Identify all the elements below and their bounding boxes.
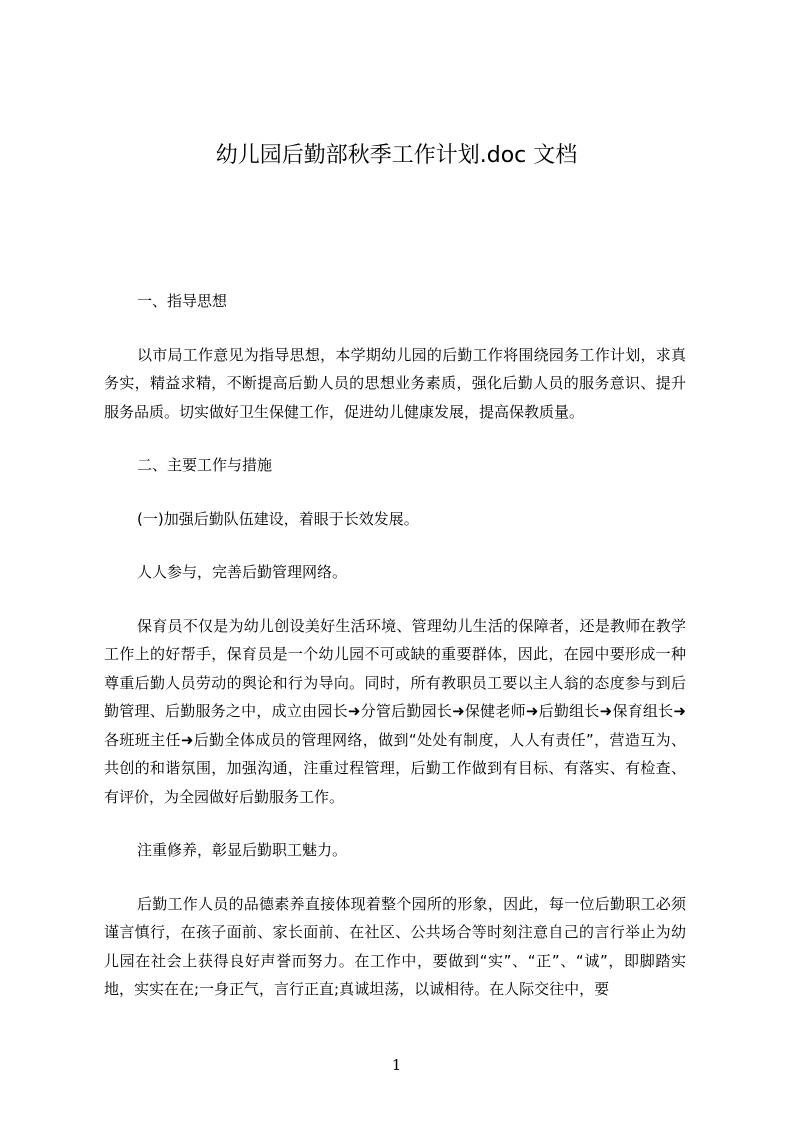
document-title: 幼儿园后勤部秋季工作计划.doc 文档 xyxy=(215,143,578,168)
paragraph-staff-cultivation: 后勤工作人员的品德素养直接体现着整个园所的形象，因此，每一位后勤职工必须谨言慎行，在孩子面前、家长面前、在社区、公共场合等时刻注意自己的言行举止为幼儿园在社会上获得良好声誉而努力。在工作中，要做到“实”、“正”、“诚”，即脚踏实地，实实在在;一身正气，言行正直;真诚坦荡，以诚相待。在人际交往中，要 xyxy=(104,894,686,998)
subheading-team-building: (一)加强后勤队伍建设，着眼于长效发展。 xyxy=(137,509,419,528)
paragraph-management-network: 保育员不仅是为幼儿创设美好生活环境、管理幼儿生活的保障者，还是教师在教学工作上的好帮手，保育员是一个幼儿园不可或缺的重要群体，因此，在园中要形成一种尊重后勤人员劳动的舆论和行为导向。同时，所有教职员工要以主人翁的态度参与到后勤管理、后勤服务之中，成立由园长➜分管后勤园长➜保健老师➜后勤组长➜保育组长➜各班班主任➜后勤全体成员的管理网络，做到“处处有制度，人人有责任”，营造互为、共创的和谐氛围，加强沟通，注重过程管理，后勤工作做到有目标、有落实、有检查、有评价，为全园做好后勤服务工作。 xyxy=(104,616,686,806)
document-body xyxy=(104,287,686,1029)
heading-guiding-ideology: 一、指导思想 xyxy=(137,292,228,310)
page-number: 1 xyxy=(391,1056,402,1074)
subheading-management-network: 人人参与，完善后勤管理网络。 xyxy=(137,563,348,581)
paragraph-guiding-ideology: 以市局工作意见为指导思想，本学期幼儿园的后勤工作将围绕园务工作计划，求真务实，精益求精，不断提高后勤人员的思想业务素质，强化后勤人员的服务意识、提升服务品质。切实做好卫生保健工作，促进幼儿健康发展，提高保教质量。 xyxy=(104,345,686,421)
subheading-staff-cultivation: 注重修养，彰显后勤职工魅力。 xyxy=(137,841,348,859)
heading-main-work: 二、主要工作与措施 xyxy=(137,456,273,474)
